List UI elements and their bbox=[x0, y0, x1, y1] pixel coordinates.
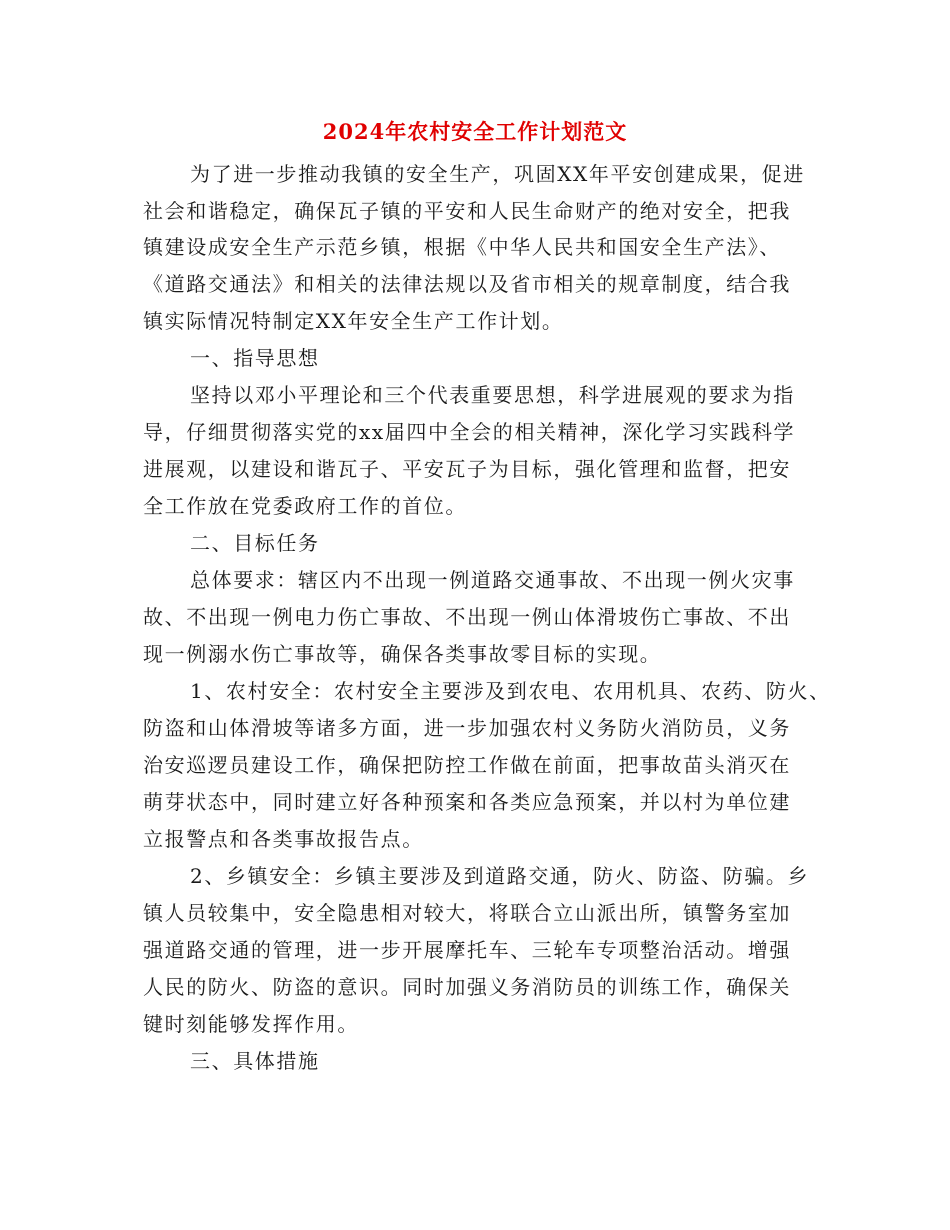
document-title: 2024年农村安全工作计划范文 bbox=[322, 119, 628, 144]
paragraph-line: 2、乡镇安全：乡镇主要涉及到道路交通，防火、防盗、防骗。乡 bbox=[190, 864, 810, 888]
paragraph-line: 总体要求：辖区内不出现一例道路交通事故、不出现一例火灾事 bbox=[190, 568, 795, 592]
paragraph-line: 立报警点和各类事故报告点。 bbox=[143, 827, 424, 851]
paragraph-line: 进展观，以建设和谐瓦子、平安瓦子为目标，强化管理和监督，把安 bbox=[143, 457, 791, 481]
paragraph-line: 治安巡逻员建设工作，确保把防控工作做在前面，把事故苗头消灭在 bbox=[143, 753, 791, 777]
paragraph-line: 镇建设成安全生产示范乡镇，根据《中华人民共和国安全生产法》、 bbox=[143, 235, 781, 259]
paragraph-line: 人民的防火、防盗的意识。同时加强义务消防员的训练工作，确保关 bbox=[143, 975, 791, 999]
paragraph-line: 键时刻能够发挥作用。 bbox=[143, 1012, 359, 1036]
paragraph-line: 故、不出现一例电力伤亡事故、不出现一例山体滑坡伤亡事故、不出 bbox=[143, 605, 791, 629]
paragraph-line: 强道路交通的管理，进一步开展摩托车、三轮车专项整治活动。增强 bbox=[143, 938, 791, 962]
section-heading: 一、指导思想 bbox=[190, 346, 320, 370]
section-heading: 二、目标任务 bbox=[190, 531, 320, 555]
paragraph-line: 镇实际情况特制定XX年安全生产工作计划。 bbox=[143, 309, 564, 333]
paragraph-line: 现一例溺水伤亡事故等，确保各类事故零目标的实现。 bbox=[143, 642, 662, 666]
paragraph-line: 镇人员较集中，安全隐患相对较大，将联合立山派出所，镇警务室加 bbox=[143, 901, 791, 925]
paragraph-line: 坚持以邓小平理论和三个代表重要思想，科学进展观的要求为指 bbox=[190, 383, 795, 407]
section-heading: 三、具体措施 bbox=[190, 1049, 320, 1073]
paragraph-line: 为了进一步推动我镇的安全生产，巩固XX年平安创建成果，促进 bbox=[190, 162, 805, 186]
paragraph-line: 1、农村安全：农村安全主要涉及到农电、农用机具、农药、防火、 bbox=[190, 679, 831, 703]
paragraph-line: 防盗和山体滑坡等诸多方面，进一步加强农村义务防火消防员，义务 bbox=[143, 716, 791, 740]
paragraph-line: 导，仔细贯彻落实党的xx届四中全会的相关精神，深化学习实践科学 bbox=[143, 420, 796, 444]
paragraph-line: 社会和谐稳定，确保瓦子镇的平安和人民生命财产的绝对安全，把我 bbox=[143, 199, 791, 223]
paragraph-line: 《道路交通法》和相关的法律法规以及省市相关的规章制度，结合我 bbox=[143, 272, 791, 296]
paragraph-line: 全工作放在党委政府工作的首位。 bbox=[143, 494, 467, 518]
paragraph-line: 萌芽状态中，同时建立好各种预案和各类应急预案，并以村为单位建 bbox=[143, 790, 791, 814]
